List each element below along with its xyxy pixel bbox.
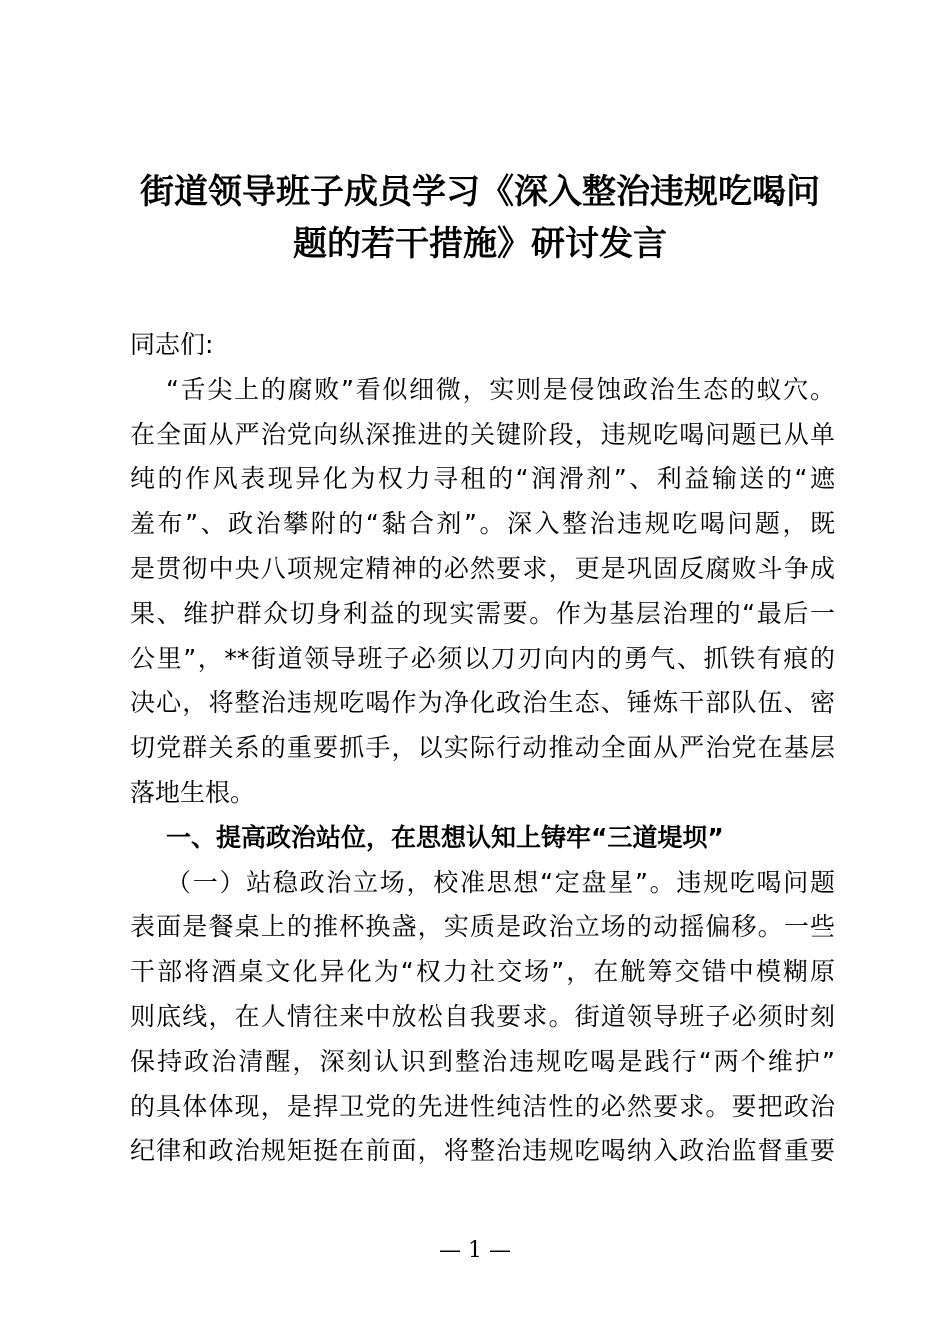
page-number: — 1 — — [439, 1238, 511, 1263]
intro-line: 切党群关系的重要抓手，以实际行动推动全面从严治党在基层 — [130, 733, 835, 763]
intro-line: 落地生根。 — [130, 777, 256, 807]
intro-line: 果、维护群众切身利益的现实需要。作为基层治理的“最后一 — [130, 598, 835, 628]
intro-line: 在全面从严治党向纵深推进的关键阶段，违规吃喝问题已从单 — [130, 419, 835, 449]
intro-line: 纯的作风表现异化为权力寻租的“润滑剂”、利益输送的“遮 — [130, 464, 835, 494]
section-line: 表面是餐桌上的推杯换盏，实质是政治立场的动摇偏移。一些 — [130, 912, 835, 942]
intro-line: 是贯彻中央八项规定精神的必然要求，更是巩固反腐败斗争成 — [130, 553, 835, 583]
section-line: 干部将酒桌文化异化为“权力社交场”，在觥筹交错中模糊原 — [130, 957, 835, 987]
intro-line: “舌尖上的腐败”看似细微，实则是侵蚀政治生态的蚁穴。 — [166, 374, 835, 404]
section-line: 纪律和政治规矩挺在前面，将整治违规吃喝纳入政治监督重要 — [130, 1136, 835, 1166]
document-body — [130, 323, 835, 1174]
section-line: （一）站稳政治立场，校准思想“定盘星”。违规吃喝问题 — [166, 867, 835, 897]
title-line-1: 街道领导班子成员学习《深入整治违规吃喝问 — [140, 172, 820, 212]
intro-line: 公里”，**街道领导班子必须以刀刃向内的勇气、抓铁有痕的 — [130, 643, 835, 673]
section-line: 保持政治清醒，深刻认识到整治违规吃喝是践行“两个维护” — [130, 1046, 835, 1076]
intro-line: 决心，将整治违规吃喝作为净化政治生态、锤炼干部队伍、密 — [130, 688, 835, 718]
salutation: 同志们: — [130, 330, 214, 359]
section-line: 的具体体现，是捍卫党的先进性纯洁性的必然要求。要把政治 — [130, 1091, 835, 1121]
title-line-2: 题的若干措施》研讨发言 — [293, 224, 667, 264]
section-line: 则底线，在人情往来中放松自我要求。街道领导班子必须时刻 — [130, 1001, 835, 1031]
intro-line: 羞布”、政治攀附的“黏合剂”。深入整治违规吃喝问题，既 — [130, 509, 835, 539]
document-title — [110, 166, 850, 270]
section-heading: 一、提高政治站位，在思想认知上铸牢“三道堤坝” — [166, 822, 724, 852]
